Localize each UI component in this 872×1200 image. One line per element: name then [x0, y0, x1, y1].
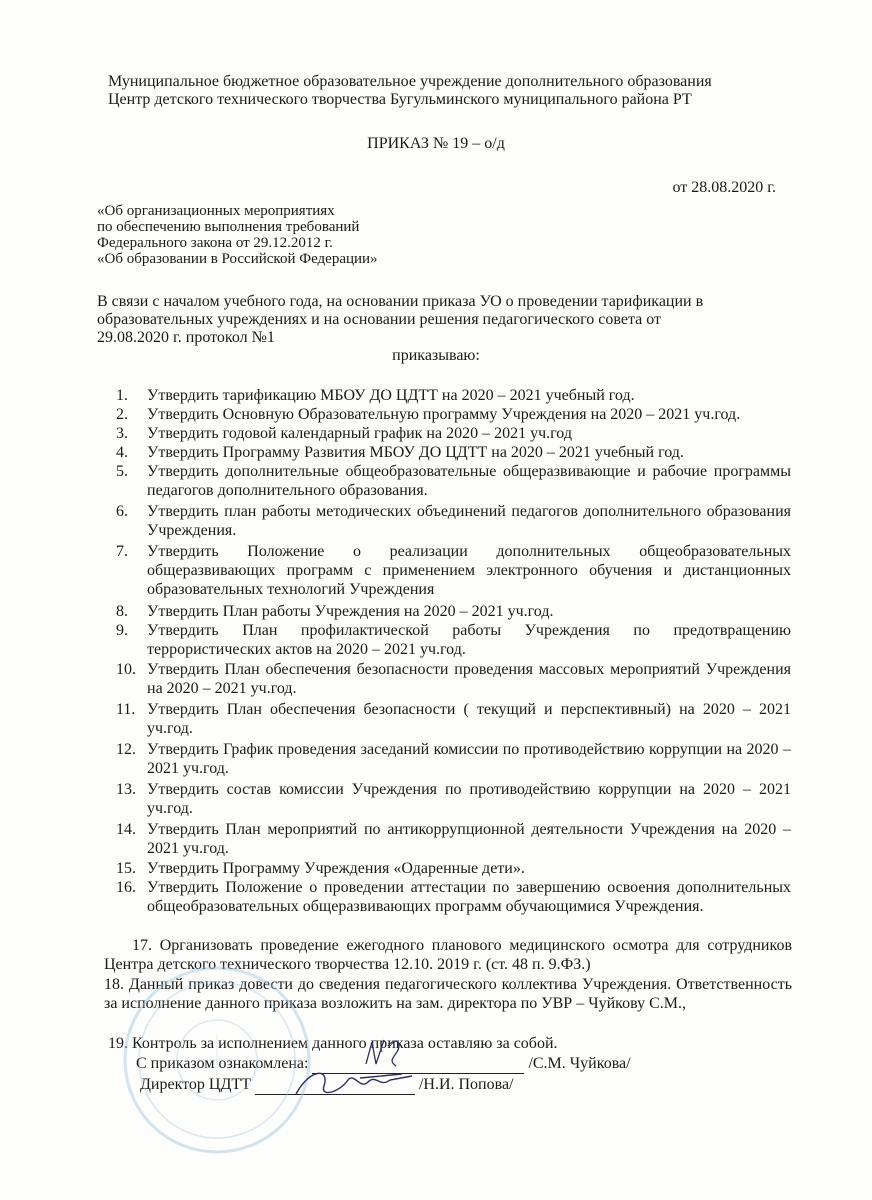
list-item: Утвердить Программу Учреждения «Одаренные дети».	[147, 860, 525, 877]
item-number: 12.	[116, 741, 136, 758]
subject-line-2: по обеспечению выполнения требований	[97, 219, 360, 235]
org-name-line-2: Центр детского технического творчества Бугульминского муниципального района РТ	[108, 91, 692, 108]
item-number: 5.	[116, 463, 128, 480]
item-number: 8.	[116, 603, 128, 620]
list-item: Утвердить План мероприятий по антикоррупционной деятельности Учреждения на 2020 – 2021 уч.год.	[147, 821, 791, 857]
list-item: Утвердить Положение о проведении аттестации по завершению освоения дополнительных общеобразовательных общеразвивающих программ обучающимися Учреждения.	[147, 879, 791, 915]
list-item: Утвердить План обеспечения безопасности ( текущий и перспективный) на 2020 – 2021 уч.год.	[147, 701, 791, 737]
list-item: Утвердить График проведения заседаний комиссии по противодействию коррупции на 2020 – 2021 уч.год.	[147, 741, 791, 777]
item-number: 10.	[116, 661, 136, 678]
list-item: Утвердить Основную Образовательную программу Учреждения на 2020 – 2021 уч.год.	[147, 406, 741, 423]
list-item: Утвердить План профилактической работы Учреждения по предотвращению террористических актов на 2020 – 2021 уч.год.	[147, 622, 791, 658]
director-signature-line	[140, 1075, 514, 1095]
intro-line-2: образовательных учреждениях и на основании решения педагогического совета от	[97, 311, 662, 328]
list-item: Утвердить тарификацию МБОУ ДО ЦДТТ на 2020 – 2021 учебный год.	[147, 387, 635, 404]
item-number: 13.	[116, 781, 136, 798]
acknowledgement-name: /С.М. Чуйкова/	[528, 1055, 631, 1072]
paragraph-17: 17. Организовать проведение ежегодного планового медицинского осмотра для сотрудников Центра детского технического творчества 12.10. 2019 г. (ст. 48 п. 9.ФЗ.)	[104, 937, 792, 973]
item-number: 2.	[116, 406, 128, 423]
subject-line-1: «Об организационных мероприятиях	[97, 203, 335, 219]
item-number: 9.	[116, 622, 128, 639]
paragraph-18: 18. Данный приказ довести до сведения педагогического коллектива Учреждения. Ответственность за исполнение данного приказа возложить на зам. директора по УВР – Чуйкову С.М.,	[104, 976, 792, 1012]
item-number: 14.	[116, 821, 136, 838]
item-number: 11.	[116, 701, 136, 718]
paragraph-19: 19. Контроль за исполнением данного приказа оставляю за собой.	[108, 1035, 558, 1052]
director-name: /Н.И. Попова/	[418, 1076, 514, 1093]
item-number: 4.	[116, 444, 128, 461]
list-item: Утвердить план работы методических объединений педагогов дополнительного образования Учреждения.	[147, 503, 791, 539]
list-item: Утвердить дополнительные общеобразовательные общеразвивающие и рабочие программы педагогов дополнительного образования.	[147, 463, 791, 499]
list-item: Утвердить состав комиссии Учреждения по противодействию коррупции на 2020 – 2021 уч.год.	[147, 781, 791, 817]
intro-line-3: 29.08.2020 г. протокол №1	[97, 329, 275, 346]
intro-line-1: В связи с началом учебного года, на основании приказа УО о проведении тарификации в	[97, 293, 704, 310]
list-item: Утвердить Положение о реализации дополнительных общеобразовательных общеразвивающих программ с применением электронного обучения и дистанционных образовательных технологий Учреждения	[147, 543, 791, 598]
order-title: ПРИКАЗ № 19 – о/д	[367, 135, 505, 152]
org-name-line-1: Муниципальное бюджетное образовательное учреждение дополнительного образования	[108, 73, 712, 90]
order-directive: приказываю:	[392, 347, 480, 364]
order-date: от 28.08.2020 г.	[672, 179, 776, 196]
item-number: 15.	[116, 860, 136, 877]
list-item: Утвердить План обеспечения безопасности проведения массовых мероприятий Учреждения на 2020 – 2021 уч.год.	[147, 661, 791, 697]
item-number: 16.	[116, 879, 136, 896]
signature-underline	[312, 1054, 524, 1074]
list-item: Утвердить Программу Развития МБОУ ДО ЦДТТ на 2020 – 2021 учебный год.	[147, 444, 684, 461]
acknowledgement-line	[136, 1054, 631, 1074]
subject-line-3: Федерального закона от 29.12.2012 г.	[97, 235, 333, 251]
acknowledgement-label: С приказом ознакомлена:	[136, 1055, 309, 1072]
item-number: 1.	[116, 387, 128, 404]
item-number: 7.	[116, 543, 128, 560]
director-label: Директор ЦДТТ	[140, 1076, 251, 1093]
list-item: Утвердить годовой календарный график на 2020 – 2021 уч.год	[147, 425, 572, 442]
item-number: 3.	[116, 425, 128, 442]
item-number: 6.	[116, 503, 128, 520]
list-item: Утвердить План работы Учреждения на 2020 – 2021 уч.год.	[147, 603, 554, 620]
subject-line-4: «Об образовании в Российской Федерации»	[97, 251, 378, 267]
signature-underline	[255, 1075, 415, 1095]
